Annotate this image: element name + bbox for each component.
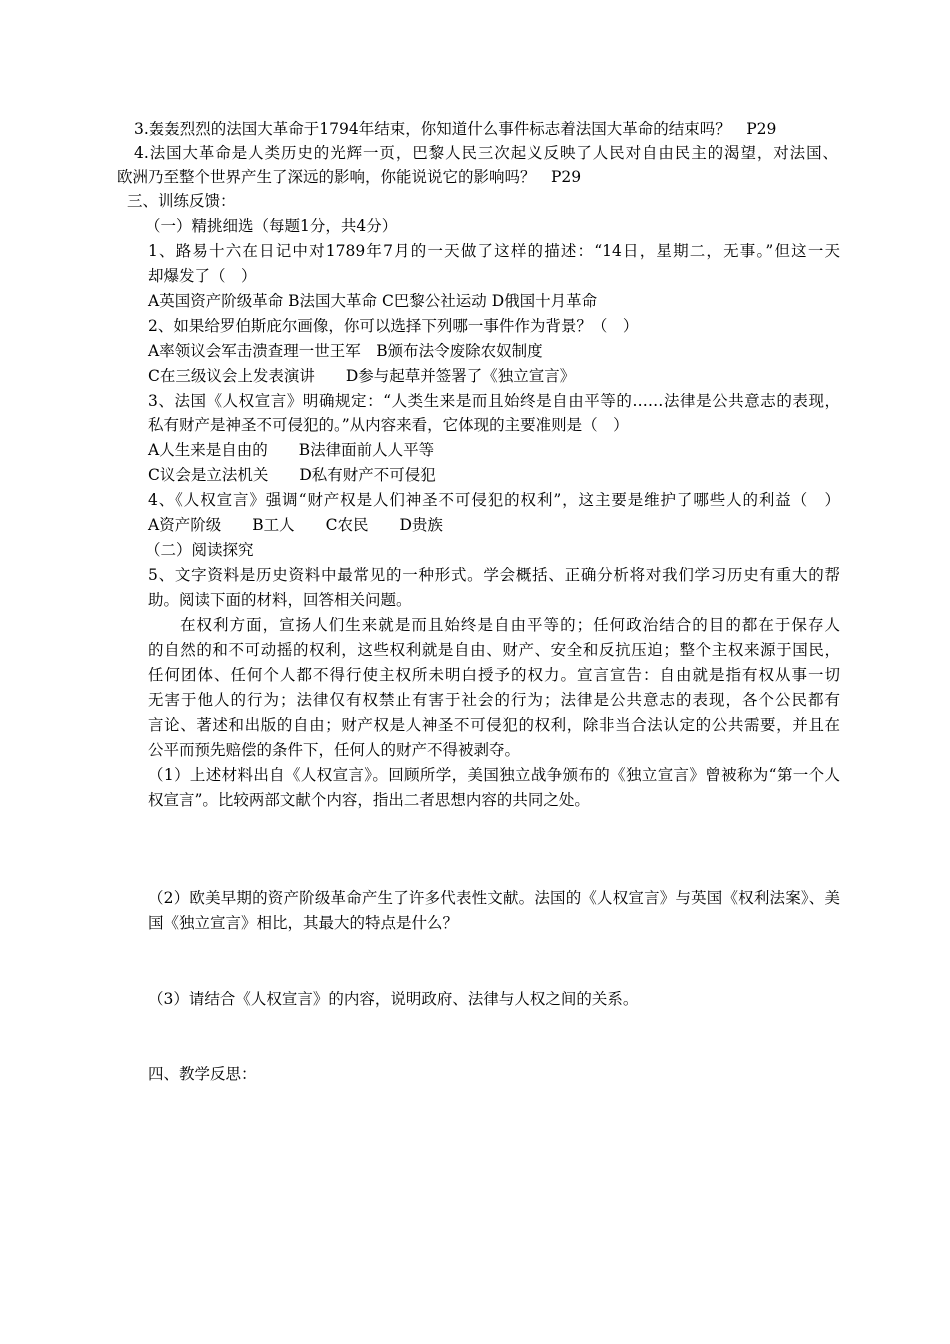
sub-question-1-line1: （1）上述材料出自《人权宣言》。回顾所学，美国独立战争颁布的《独立宣言》曾被称为“第一个人 — [148, 766, 840, 784]
reading-question-5-line1: 5、文字资料是历史资料中最常见的一种形式。学会概括、正确分析将对我们学习历史有重大的帮 — [148, 566, 840, 584]
sub-question-1-line2: 权宣言”。比较两部文献个内容，指出二者思想内容的共同之处。 — [148, 791, 590, 809]
material-line: 公平而预先赔偿的条件下，任何人的财产不得被剥夺。 — [148, 741, 521, 759]
sub-question-3: （3）请结合《人权宣言》的内容，说明政府、法律与人权之间的关系。 — [148, 990, 639, 1008]
mc-question-4: 4、《人权宣言》强调“财产权是人们神圣不可侵犯的权利”，这主要是维护了哪些人的利益（ ） — [148, 491, 840, 509]
mc-question-2-options-ab: A率领议会军击溃查理一世王军 B颁布法令废除农奴制度 — [148, 342, 543, 360]
material-line: 无害于他人的行为；法律仅有权禁止有害于社会的行为；法律是公共意志的表现，各个公民都有 — [148, 691, 840, 709]
part-2-title: （二）阅读探究 — [145, 541, 254, 559]
sub-question-2-line2: 国《独立宣言》相比，其最大的特点是什么？ — [148, 914, 459, 932]
mc-question-3-options-ab: A人生来是自由的 B法律面前人人平等 — [148, 441, 435, 459]
part-1-title: （一）精挑细选（每题1分，共4分） — [145, 217, 398, 235]
section-3-title: 三、训练反馈： — [127, 192, 236, 210]
question-4-top-line1: 4.法国大革命是人类历史的光辉一页，巴黎人民三次起义反映了人民对自由民主的渴望，对法国、 — [134, 144, 838, 162]
material-line: 的自然的和不可动摇的权利，这些权利就是自由、财产、安全和反抗压迫；整个主权来源于国民， — [148, 641, 840, 659]
mc-question-4-options: A资产阶级 B工人 C农民 D贵族 — [148, 516, 443, 534]
mc-question-3-options-cd: C议会是立法机关 D私有财产不可侵犯 — [148, 466, 436, 484]
material-line: 在权利方面，宣扬人们生来就是而且始终是自由平等的；任何政治结合的目的都在于保存人 — [180, 616, 840, 634]
question-4-top-line2: 欧洲乃至整个世界产生了深远的影响，你能说说它的影响吗？ P29 — [117, 168, 582, 186]
mc-question-1-options: A英国资产阶级革命 B法国大革命 C巴黎公社运动 D俄国十月革命 — [148, 292, 598, 310]
mc-question-3-line2: 私有财产是神圣不可侵犯的。”从内容来看，它体现的主要准则是（ ） — [148, 416, 629, 434]
material-line: 言论、著述和出版的自由；财产权是人神圣不可侵犯的权利，除非当合法认定的公共需要，并且在 — [148, 716, 840, 734]
material-line: 任何团体、任何个人都不得行使主权所未明白授予的权力。宣言宣告：自由就是指有权从事一切 — [148, 666, 840, 684]
section-4-title: 四、教学反思： — [148, 1065, 257, 1083]
mc-question-1-line2: 却爆发了（ ） — [148, 267, 257, 285]
mc-question-3-line1: 3、法国《人权宣言》明确规定：“人类生来是而且始终是自由平等的……法律是公共意志的表现， — [148, 392, 840, 410]
mc-question-2: 2、如果给罗伯斯庇尔画像，你可以选择下列哪一事件作为背景？（ ） — [148, 317, 639, 335]
reading-question-5-line2: 助。阅读下面的材料，回答相关问题。 — [148, 591, 412, 609]
mc-question-2-options-cd: C在三级议会上发表演讲 D参与起草并签署了《独立宣言》 — [148, 367, 576, 385]
sub-question-2-line1: （2）欧美早期的资产阶级革命产生了许多代表性文献。法国的《人权宣言》与英国《权利法案》、美 — [148, 889, 840, 907]
question-3-top: 3.轰轰烈烈的法国大革命于1794年结束，你知道什么事件标志着法国大革命的结束吗？ P29 — [134, 120, 777, 138]
mc-question-1-line1: 1、路易十六在日记中对1789年7月的一天做了这样的描述：“14日，星期二，无事。”但这一天 — [148, 242, 840, 260]
